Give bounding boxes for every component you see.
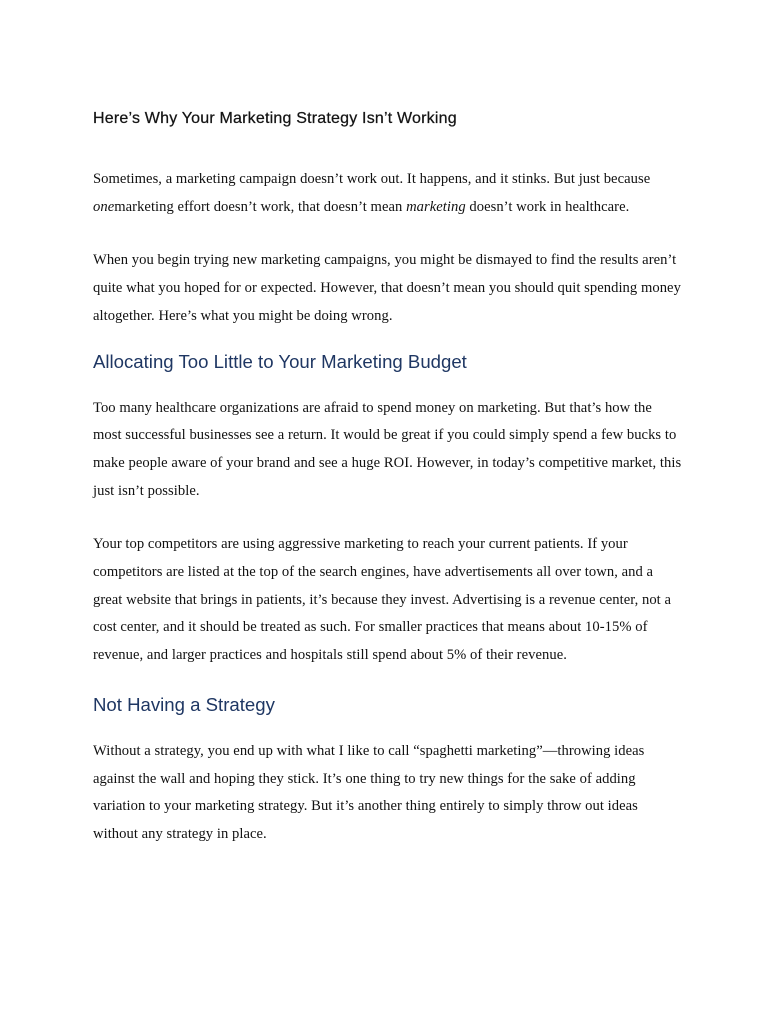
paragraph-campaigns: When you begin trying new marketing campaigns, you might be dismayed to find the results aren’t quite what you hoped for or expected. However, that doesn’t mean you should quit spending money altogether. Here’s what you might be doing wrong. — [93, 252, 681, 324]
emphasis-marketing: marketing — [406, 198, 466, 215]
document-body — [93, 108, 683, 849]
paragraph-intro-text-1: Sometimes, a marketing campaign doesn’t work out. It happens, and it stinks. But just because — [93, 171, 651, 187]
paragraph-budget-2: Your top competitors are using aggressive marketing to reach your current patients. If your competitors are listed at the top of the search engines, have advertisements all over town, and a great website that brings in patients, it’s because they invest. Advertising is a revenue center, not a cost center, and it should be treated as such. For smaller practices that means about 10-15% of revenue, and larger practices and hospitals still spend about 5% of their revenue. — [93, 536, 672, 664]
section-heading-strategy: Not Having a Strategy — [93, 693, 275, 715]
document-title: Here’s Why Your Marketing Strategy Isn’t Working — [93, 110, 457, 127]
paragraph-intro-text-2: marketing effort doesn’t work, that doesn’t mean — [114, 198, 407, 215]
paragraph-intro-text-3: doesn’t work in healthcare. — [465, 198, 630, 215]
paragraph-budget-1: Too many healthcare organizations are afraid to spend money on marketing. But that’s how the most successful businesses see a return. It would be great if you could simply spend a few bucks to make people aware of your brand and see a huge ROI. However, in today’s competitive market, this just isn’t possible. — [93, 399, 682, 499]
emphasis-one: one — [93, 198, 115, 215]
section-heading-budget: Allocating Too Little to Your Marketing Budget — [93, 350, 467, 372]
paragraph-strategy: Without a strategy, you end up with what I like to call “spaghetti marketing”—throwing ideas against the wall and hoping they stick. It’s one thing to try new things for the sake of adding variation to your marketing strategy. But it’s another thing entirely to simply throw out ideas without any strategy in place. — [93, 742, 645, 842]
paragraph-intro — [93, 166, 683, 221]
